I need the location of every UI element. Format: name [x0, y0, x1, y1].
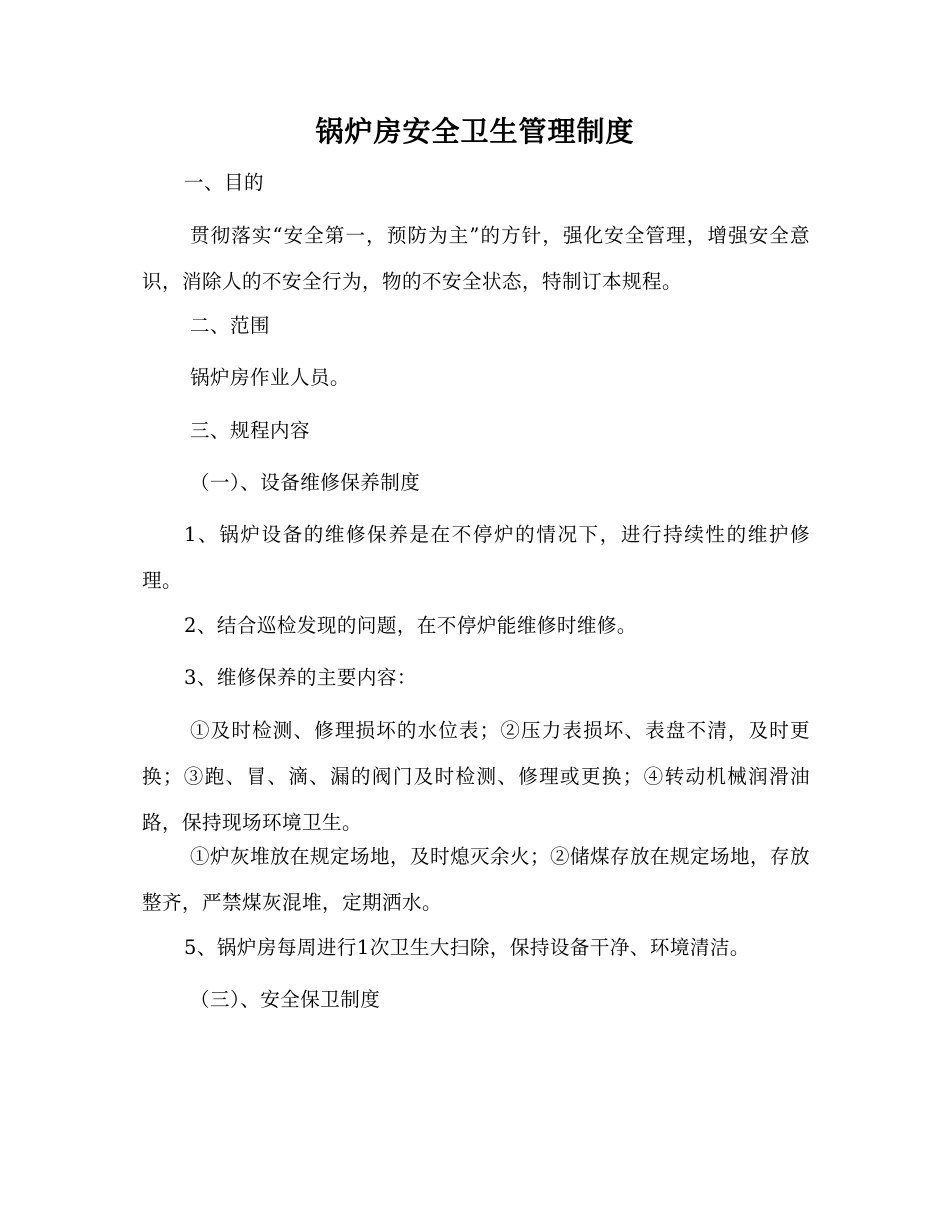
sanitation-details-paragraph: ①炉灰堆放在规定场地，及时熄灭余火；②储煤存放在规定场地，存放整齐，严禁煤灰混堆，定期洒水。: [142, 845, 811, 914]
maintenance-details-paragraph: ①及时检测、修理损坏的水位表；②压力表损坏、表盘不清，及时更换；③跑、冒、滴、漏的阀门及时检测、修理或更换；④转动机械润滑油路，保持现场环境卫生。: [142, 719, 810, 834]
section-heading-content: 三、规程内容: [190, 419, 311, 442]
list-item-1: 1、锅炉设备的维修保养是在不停炉的情况下，进行持续性的维护修理。: [142, 523, 810, 592]
purpose-paragraph: 贯彻落实“安全第一，预防为主”的方针，强化安全管理，增强安全意识，消除人的不安全行为，物的不安全状态，特制订本规程。: [142, 224, 810, 293]
subsection-heading-maintenance: （一）、设备维修保养制度: [190, 471, 421, 494]
section-heading-scope: 二、范围: [190, 314, 271, 337]
subsection-heading-security: （三）、安全保卫制度: [190, 988, 381, 1011]
list-item-3: 3、维修保养的主要内容：: [184, 666, 417, 689]
document-title: 锅炉房安全卫生管理制度: [315, 115, 635, 148]
list-item-5: 5、锅炉房每周进行1次卫生大扫除，保持设备干净、环境清洁。: [184, 936, 750, 959]
section-heading-purpose: 一、目的: [184, 171, 265, 194]
list-item-2: 2、结合巡检发现的问题，在不停炉能维修时维修。: [184, 614, 637, 637]
scope-paragraph: 锅炉房作业人员。: [190, 366, 351, 389]
